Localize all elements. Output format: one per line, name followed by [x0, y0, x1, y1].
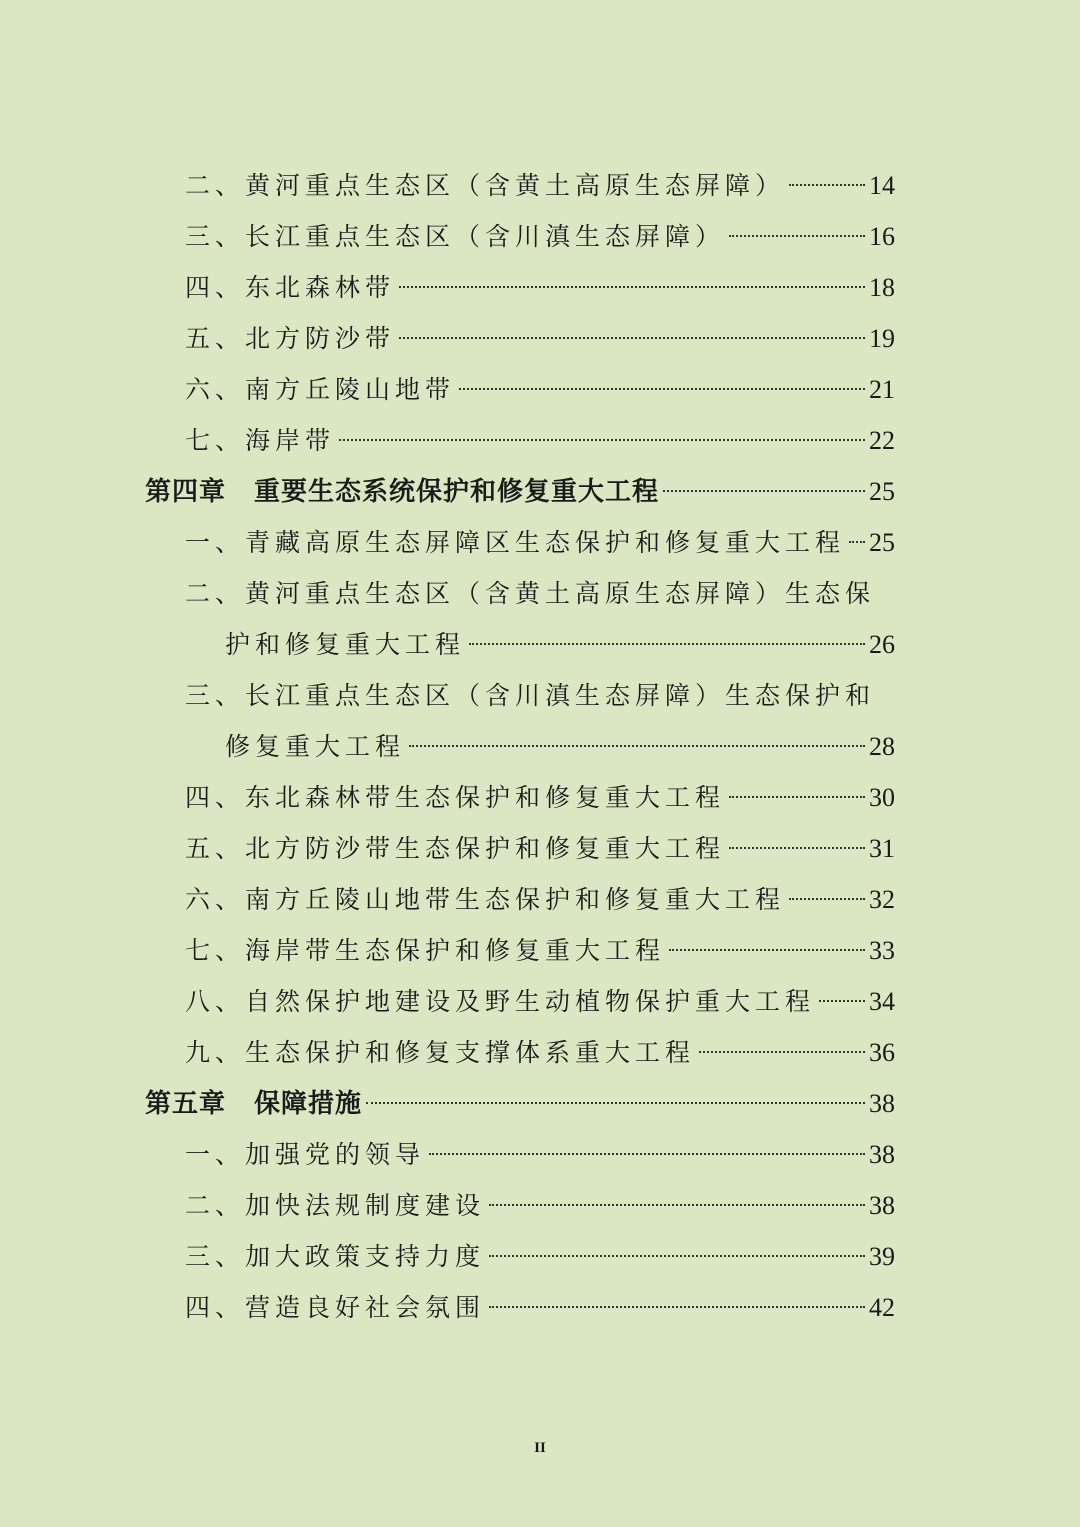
chapter-number: 第四章 — [145, 477, 227, 507]
chapter-title: 保障措施 — [254, 1089, 363, 1119]
toc-chapter-entry[interactable] — [145, 466, 895, 517]
toc-entry-title: 五、北方防沙带生态保护和修复重大工程 — [185, 834, 726, 863]
dot-leader — [669, 949, 865, 951]
toc-entry-page: 38 — [869, 1089, 895, 1118]
toc-entry-page: 18 — [869, 273, 895, 302]
dot-leader — [489, 1306, 865, 1308]
toc-entry-title: 三、加大政策支持力度 — [185, 1242, 486, 1271]
toc-entry-page: 32 — [869, 885, 895, 914]
toc-entry-title: 七、海岸带生态保护和修复重大工程 — [185, 936, 666, 965]
toc-entry[interactable] — [225, 721, 895, 772]
toc-entry-page: 34 — [869, 987, 895, 1016]
toc-entry-title: 四、东北森林带 — [185, 273, 396, 302]
toc-entry[interactable] — [185, 517, 895, 568]
toc-entry-page: 42 — [869, 1293, 895, 1322]
chapter-number: 第五章 — [145, 1089, 227, 1119]
toc-entry-title: 九、生态保护和修复支撑体系重大工程 — [185, 1038, 696, 1067]
toc-entry[interactable] — [185, 1027, 895, 1078]
toc-entry[interactable] — [185, 1180, 895, 1231]
toc-entry[interactable] — [185, 211, 895, 262]
toc-entry-page: 26 — [869, 630, 895, 659]
toc-entry-title: 八、自然保护地建设及野生动植物保护重大工程 — [185, 987, 816, 1016]
dot-leader — [489, 1204, 865, 1206]
toc-entry-page: 25 — [869, 477, 895, 506]
toc-entry[interactable] — [185, 313, 895, 364]
toc-entry-title-line2: 护和修复重大工程 — [225, 630, 466, 659]
toc-entry-page: 28 — [869, 732, 895, 761]
toc-entry-page: 14 — [869, 171, 895, 200]
toc-entry[interactable] — [185, 823, 895, 874]
toc-chapter-heading — [145, 1079, 362, 1130]
dot-leader — [699, 1051, 865, 1053]
toc-chapter-heading — [145, 467, 659, 518]
toc-entry[interactable] — [185, 1282, 895, 1333]
dot-leader — [729, 235, 865, 237]
toc-entry-title: 一、青藏高原生态屏障区生态保护和修复重大工程 — [185, 528, 846, 557]
page-number: II — [534, 1440, 546, 1456]
dot-leader — [489, 1255, 865, 1257]
toc-entry-title-line2: 修复重大工程 — [225, 732, 406, 761]
toc-entry-title: 一、加强党的领导 — [185, 1140, 426, 1169]
toc-entry-title: 三、长江重点生态区（含川滇生态屏障） — [185, 222, 726, 251]
dot-leader — [409, 745, 865, 747]
toc-entry[interactable] — [185, 1129, 895, 1180]
dot-leader — [399, 286, 865, 288]
toc-entry[interactable] — [185, 772, 895, 823]
toc-entry[interactable] — [185, 1231, 895, 1282]
toc-entry[interactable] — [185, 925, 895, 976]
dot-leader — [789, 184, 865, 186]
dot-leader — [789, 898, 865, 900]
dot-leader — [729, 847, 865, 849]
dot-leader — [469, 643, 865, 645]
toc-entry[interactable] — [185, 976, 895, 1027]
toc-entry-title: 六、南方丘陵山地带 — [185, 375, 456, 404]
toc-entry-page: 31 — [869, 834, 895, 863]
toc-entry[interactable] — [185, 262, 895, 313]
toc-entry[interactable] — [185, 874, 895, 925]
dot-leader — [399, 337, 865, 339]
toc-entry-title: 二、黄河重点生态区（含黄土高原生态屏障） — [185, 171, 786, 200]
toc-entry[interactable] — [185, 364, 895, 415]
toc-entry-page: 21 — [869, 375, 895, 404]
toc-entry-page: 30 — [869, 783, 895, 812]
toc-entry[interactable] — [185, 415, 895, 466]
toc-entry-page: 39 — [869, 1242, 895, 1271]
dot-leader — [849, 541, 865, 543]
toc-entry-title: 四、东北森林带生态保护和修复重大工程 — [185, 783, 726, 812]
dot-leader — [366, 1102, 865, 1104]
dot-leader — [729, 796, 865, 798]
toc-entry[interactable] — [225, 619, 895, 670]
toc-entry-title-line1[interactable]: 三、长江重点生态区（含川滇生态屏障）生态保护和 — [185, 681, 876, 710]
toc-entry-page: 19 — [869, 324, 895, 353]
dot-leader — [429, 1153, 865, 1155]
toc-entry-title: 五、北方防沙带 — [185, 324, 396, 353]
dot-leader — [339, 439, 865, 441]
toc-entry-title: 七、海岸带 — [185, 426, 336, 455]
dot-leader — [663, 490, 865, 492]
toc-entry-page: 36 — [869, 1038, 895, 1067]
toc-entry-page: 38 — [869, 1191, 895, 1220]
toc-chapter-entry[interactable] — [145, 1078, 895, 1129]
toc-entry-page: 22 — [869, 426, 895, 455]
toc-entry[interactable] — [185, 160, 895, 211]
dot-leader — [819, 1000, 865, 1002]
chapter-title: 重要生态系统保护和修复重大工程 — [254, 477, 660, 507]
toc-entry-page: 25 — [869, 528, 895, 557]
toc-entry-page: 33 — [869, 936, 895, 965]
toc-entry-page: 16 — [869, 222, 895, 251]
toc-entry-title: 六、南方丘陵山地带生态保护和修复重大工程 — [185, 885, 786, 914]
dot-leader — [459, 388, 865, 390]
toc-entry-title-line1[interactable]: 二、黄河重点生态区（含黄土高原生态屏障）生态保 — [185, 579, 876, 608]
toc-entry-page: 38 — [869, 1140, 895, 1169]
toc-entry-title: 四、营造良好社会氛围 — [185, 1293, 486, 1322]
toc-entry-title: 二、加快法规制度建设 — [185, 1191, 486, 1220]
